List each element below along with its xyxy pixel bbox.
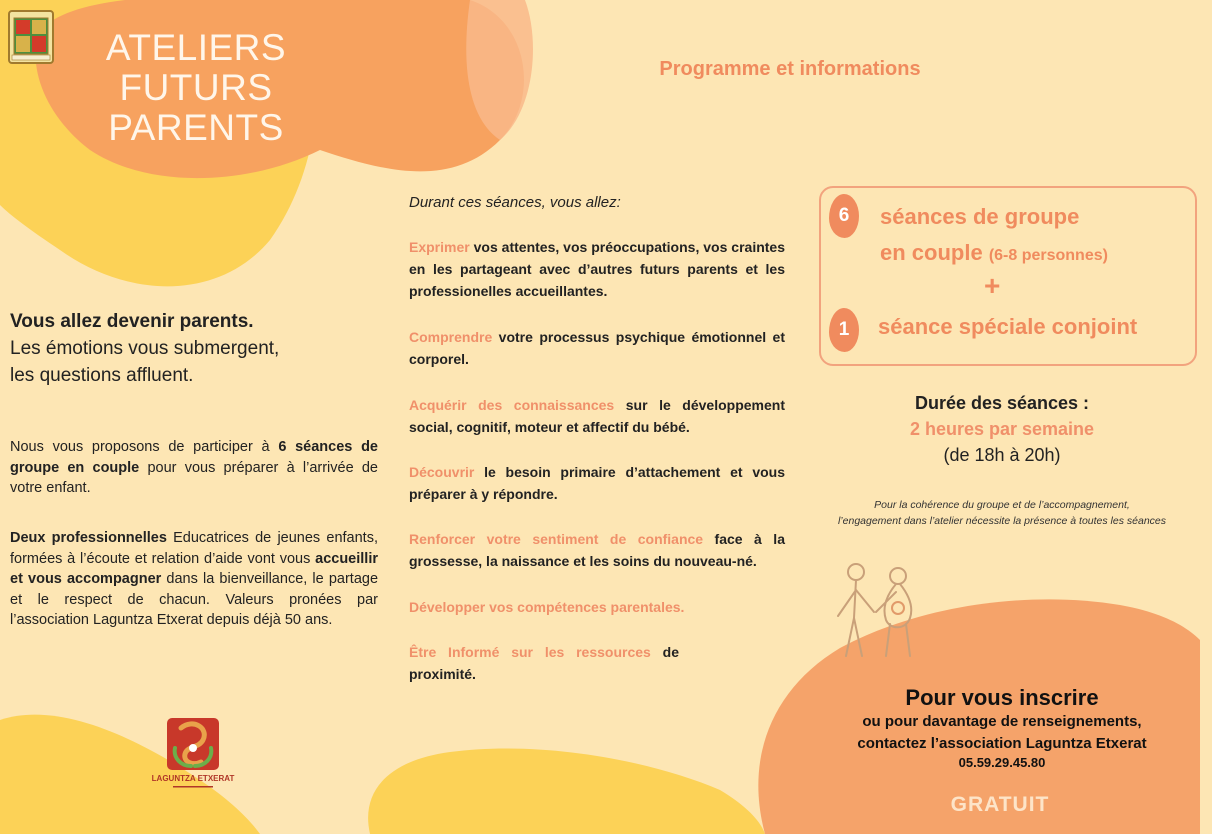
sessions-count-badge: 6 xyxy=(829,194,859,238)
duration-title: Durée des séances : xyxy=(914,393,1090,413)
p2-c: accueillir et vous accompagner xyxy=(10,550,378,587)
special-session-line: séance spéciale conjoint xyxy=(878,314,1138,339)
item-4-highlight: Découvrir xyxy=(409,464,475,480)
duration-range: (de 18h à 20h) xyxy=(943,445,1061,465)
p2-d: dans la bienveillance, le partage et le respect de chacun. Valeurs pronées par l’association Laguntza Etxerat depuis déjà 50 ans. xyxy=(10,571,379,628)
couple-illustration-icon xyxy=(830,558,926,660)
contact-line-1: ou pour davantage de renseignements, xyxy=(862,713,1142,730)
lead-line-1: Les émotions vous submergent, xyxy=(10,338,280,359)
list-item-6 xyxy=(409,596,785,618)
logo-text: LAGUNTZA ETXERAT xyxy=(151,774,235,783)
intro-paragraph xyxy=(10,437,378,499)
item-2-highlight: Comprendre xyxy=(409,329,493,345)
page-title xyxy=(96,28,296,148)
item-1-text: vos attentes, vos préoccupations, vos craintes en les partageant avec d’autres futurs parents et les professionelles accueillantes. xyxy=(409,239,785,299)
yellow-blob-bottom-mid xyxy=(368,748,765,834)
plus-sign: + xyxy=(984,270,1001,301)
note-line-2: l’engagement dans l’atelier nécessite la présence à toutes les séances xyxy=(837,515,1167,527)
item-7-highlight: Être Informé sur les ressources xyxy=(409,644,651,660)
special-count-badge: 1 xyxy=(829,308,859,352)
p2-a: Deux professionnelles xyxy=(10,530,167,546)
p1-a: Nous vous proposons de participer à xyxy=(10,439,279,455)
sessions-line-1: séances de groupe xyxy=(880,204,1080,229)
list-item-4 xyxy=(409,461,785,505)
title-line-3: PARENTS xyxy=(108,107,284,148)
section-heading: Programme et informations xyxy=(659,58,921,80)
p1-c: pour vous préparer à l’arrivée de votre enfant. xyxy=(10,459,378,496)
item-5-text: face à la grossesse, la naissance et les soins du nouveau-né. xyxy=(409,531,785,569)
lead-text xyxy=(10,308,390,389)
list-item-7 xyxy=(409,641,679,685)
sessions-intro: Durant ces séances, vous allez: xyxy=(409,194,621,211)
sessions-line-2-small: (6-8 personnes) xyxy=(988,247,1108,264)
p2-b: Educatrices de jeunes enfants, formées à l’écoute et relation d’aide vont vous xyxy=(10,530,378,567)
item-6-highlight: Développer vos compétences parentales. xyxy=(409,599,685,615)
title-line-2: FUTURS xyxy=(119,67,273,108)
duration-block xyxy=(820,390,1184,468)
list-item-5 xyxy=(409,528,785,572)
list-item-3 xyxy=(409,394,785,438)
association-logo xyxy=(151,718,235,796)
city-crest-icon xyxy=(8,10,54,64)
attendance-note xyxy=(812,497,1192,529)
item-3-highlight: Acquérir des connaissances xyxy=(409,397,615,413)
item-1-highlight: Exprimer xyxy=(409,239,470,255)
list-item-1 xyxy=(409,236,785,302)
list-item-2 xyxy=(409,326,785,370)
item-5-highlight: Renforcer votre sentiment de confiance xyxy=(409,531,704,547)
lead-line-2: les questions affluent. xyxy=(10,365,194,386)
sessions-line-2 xyxy=(880,240,1108,266)
lead-bold: Vous allez devenir parents. xyxy=(10,311,254,332)
contact-phone: 05.59.29.45.80 xyxy=(958,755,1046,770)
team-paragraph xyxy=(10,528,378,631)
note-line-1: Pour la cohérence du groupe et de l’accompagnement, xyxy=(874,499,1130,511)
free-label: GRATUIT xyxy=(950,793,1050,816)
contact-block xyxy=(792,685,1212,770)
item-2-text: votre processus psychique émotionnel et corporel. xyxy=(409,329,785,367)
duration-value: 2 heures par semaine xyxy=(909,419,1095,439)
contact-line-2: contactez l’association Laguntza Etxerat xyxy=(857,735,1147,752)
item-7-text: de proximité. xyxy=(409,644,679,682)
title-line-1: ATELIERS xyxy=(105,27,287,68)
item-3-text: sur le développement social, cognitif, moteur et affectif du bébé. xyxy=(409,397,785,435)
contact-title: Pour vous inscrire xyxy=(905,685,1099,710)
p1-b: 6 séances de groupe en couple xyxy=(10,439,378,476)
item-4-text: le besoin primaire d’attachement et vous préparer à y répondre. xyxy=(409,464,785,502)
sessions-line-2-main: en couple xyxy=(880,240,983,265)
